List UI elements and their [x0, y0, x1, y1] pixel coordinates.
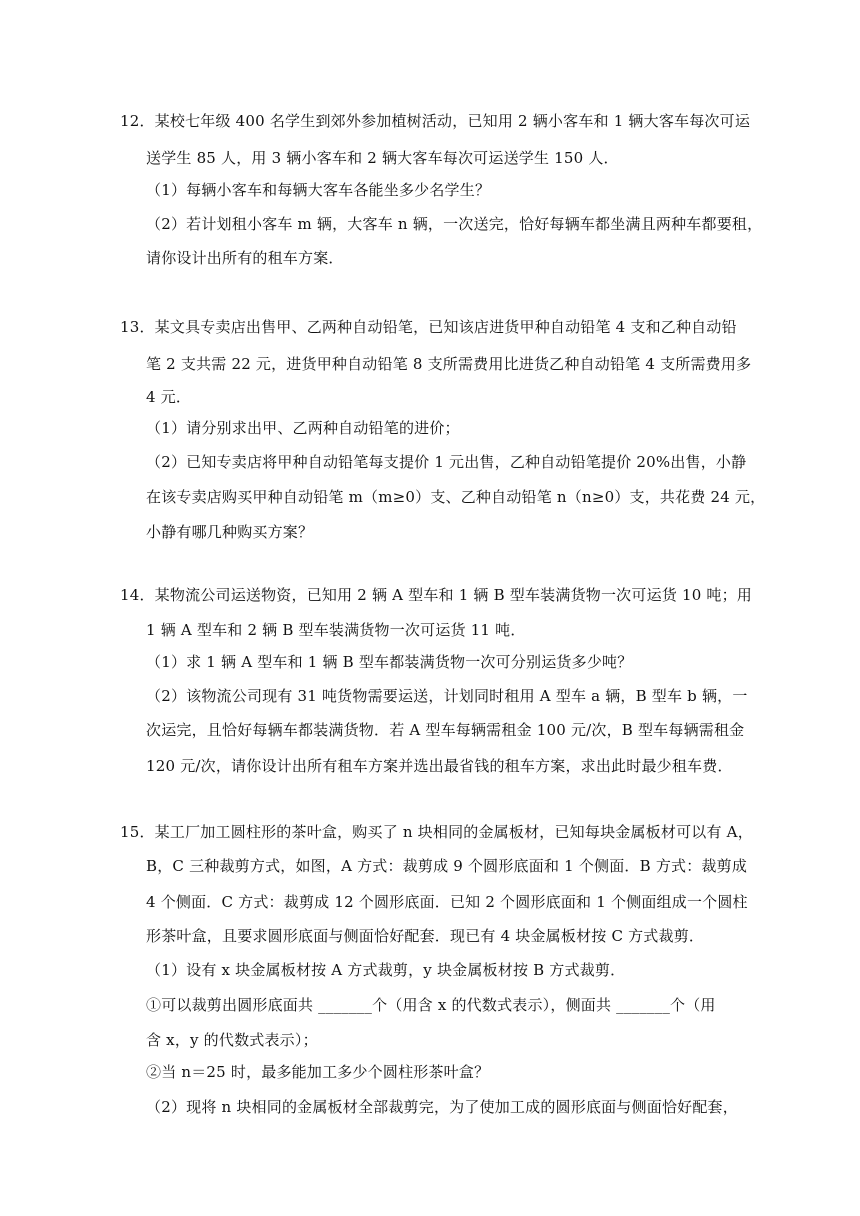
problem-14-part-2-cont: 次运完，且恰好每辆车都装满货物．若 A 型车每辆需租金 100 元/次，B 型车每辆需租金	[146, 721, 745, 739]
problem-15-part-1: （1）设有 x 块金属板材按 A 方式裁剪，y 块金属板材按 B 方式裁剪．	[146, 961, 626, 979]
problem-13-part-2-cont: 在该专卖店购买甲种自动铅笔 m（m≥0）支、乙种自动铅笔 n（n≥0）支，共花费 24 元，	[146, 488, 766, 506]
problem-13-line-2: 笔 2 支共需 22 元，进货甲种自动铅笔 8 支所需费用比进货乙种自动铅笔 4 支所需费用多	[146, 355, 752, 373]
problem-13-line-1: 13．某文具专卖店出售甲、乙两种自动铅笔，已知该店进货甲种自动铅笔 4 支和乙种自动铅	[120, 318, 737, 336]
problem-15-part-2: （2）现将 n 块相同的金属板材全部裁剪完，为了使加工成的圆形底面与侧面恰好配套，	[146, 1098, 738, 1116]
problem-14-line-1: 14．某物流公司运送物资，已知用 2 辆 A 型车和 1 辆 B 型车装满货物一次可运货 10 吨；用	[120, 586, 753, 604]
problem-15-line-2: B，C 三种裁剪方式，如图，A 方式：裁剪成 9 个圆形底面和 1 个侧面．B 方式：裁剪成	[146, 857, 748, 875]
problem-12-part-2-cont: 请你设计出所有的租车方案．	[146, 249, 344, 267]
problem-15-subpart-2: ②当 n＝25 时，最多能加工多少个圆柱形茶叶盒？	[146, 1063, 490, 1081]
problem-14-part-1: （1）求 1 辆 A 型车和 1 辆 B 型车都装满货物一次可分别运货多少吨？	[146, 653, 633, 671]
problem-14-part-2: （2）该物流公司现有 31 吨货物需要运送，计划同时租用 A 型车 a 辆，B 型车 b 辆，一	[146, 687, 748, 705]
problem-15-line-4: 形茶叶盒，且要求圆形底面与侧面恰好配套．现已有 4 块金属板材按 C 方式裁剪．	[146, 927, 705, 945]
problem-14-line-2: 1 辆 A 型车和 2 辆 B 型车装满货物一次可运货 11 吨．	[146, 621, 526, 639]
problem-15-subpart-1-cont: 含 x，y 的代数式表示）；	[146, 1031, 318, 1049]
problem-12-line-1: 12．某校七年级 400 名学生到郊外参加植树活动，已知用 2 辆小客车和 1 辆大客车每次可运	[120, 112, 751, 130]
problem-14-part-2-cont2: 120 元/次，请你设计出所有租车方案并选出最省钱的租车方案，求出此时最少租车费．	[146, 757, 733, 775]
problem-12-line-2: 送学生 85 人，用 3 辆小客车和 2 辆大客车每次可运送学生 150 人．	[146, 149, 619, 167]
problem-13-part-1: （1）请分别求出甲、乙两种自动铅笔的进价；	[146, 419, 460, 437]
problem-12-part-2: （2）若计划租小客车 m 辆，大客车 n 辆，一次送完，恰好每辆车都坐满且两种车都要租，	[146, 215, 763, 233]
problem-15-line-1: 15．某工厂加工圆柱形的茶叶盒，购买了 n 块相同的金属板材，已知每块金属板材可以有 A，	[120, 823, 753, 841]
problem-13-part-2: （2）已知专卖店将甲种自动铅笔每支提价 1 元出售，乙种自动铅笔提价 20%出售，小静	[146, 453, 747, 471]
problem-12-part-1: （1）每辆小客车和每辆大客车各能坐多少名学生？	[146, 181, 491, 199]
problem-13-line-3: 4 元．	[146, 388, 192, 406]
problem-13-part-2-cont2: 小静有哪几种购买方案？	[146, 523, 314, 541]
problem-15-line-3: 4 个侧面．C 方式：裁剪成 12 个圆形底面．已知 2 个圆形底面和 1 个侧面组成一个圆柱	[146, 893, 748, 911]
problem-15-subpart-1: ①可以裁剪出圆形底面共 _______个（用含 x 的代数式表示），侧面共 _______个（用	[146, 996, 716, 1014]
